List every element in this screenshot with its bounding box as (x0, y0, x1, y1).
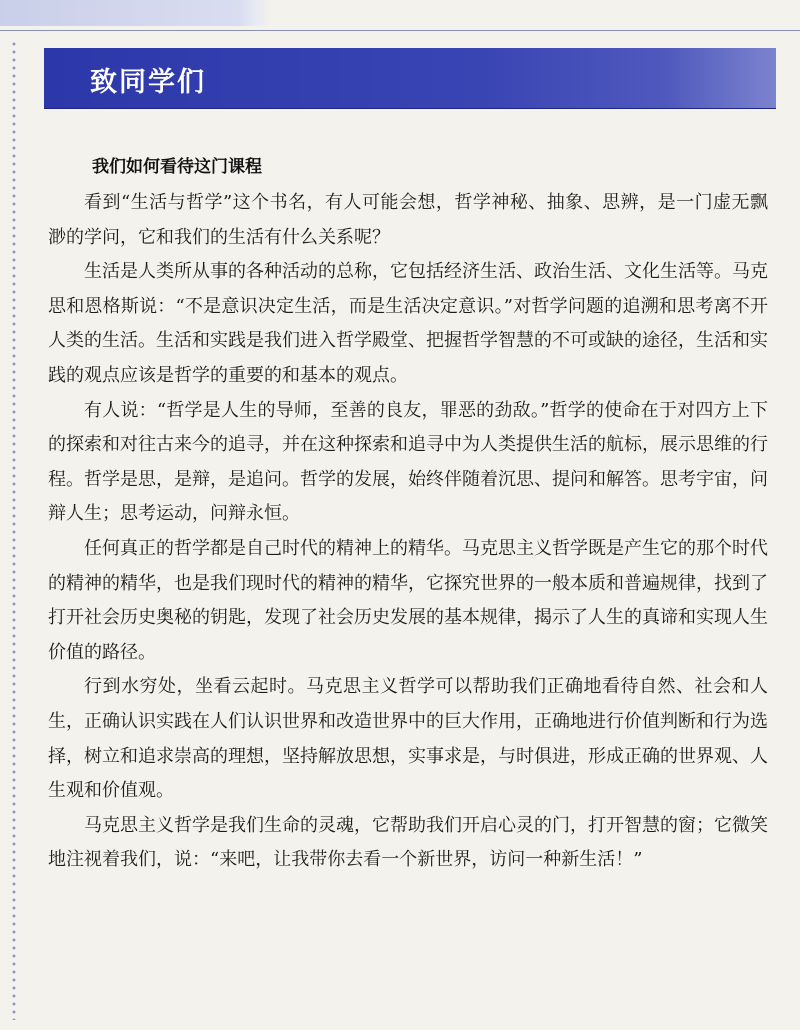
paragraph: 看到“生活与哲学”这个书名，有人可能会想，哲学神秘、抽象、思辨，是一门虚无飘渺的学问，它和我们的生活有什么关系呢？ (48, 192, 768, 248)
paragraph: 有人说：“哲学是人生的导师，至善的良友，罪恶的劲敌。”哲学的使命在于对四方上下的探索和对往古来今的追寻，并在这种探索和追寻中为人类提供生活的航标，展示思维的行程。哲学是思，是辩，是追问。哲学的发展，始终伴随着沉思、提问和解答。思考宇宙，问辩人生；思考运动，问辩永恒。 (48, 399, 768, 525)
paragraph: 生活是人类所从事的各种活动的总称，它包括经济生活、政治生活、文化生活等。马克思和恩格斯说：“不是意识决定生活，而是生活决定意识。”对哲学问题的追溯和思考离不开人类的生活。生活和实践是我们进入哲学殿堂、把握哲学智慧的不可或缺的途径，生活和实践的观点应该是哲学的重要的和基本的观点。 (48, 261, 768, 386)
dotted-margin-border (12, 40, 16, 1020)
paragraph: 任何真正的哲学都是自己时代的精神上的精华。马克思主义哲学既是产生它的那个时代的精神的精华，也是我们现时代的精神的精华，它探究世界的一般本质和普遍规律，找到了打开社会历史奥秘的钥匙，发现了社会历史发展的基本规律，揭示了人生的真谛和实现人生价值的路径。 (48, 537, 768, 663)
paragraph: 马克思主义哲学是我们生命的灵魂，它帮助我们开启心灵的门，打开智慧的窗；它微笑地注视着我们，说：“来吧，让我带你去看一个新世界，访问一种新生活！” (48, 814, 768, 871)
top-divider (0, 30, 800, 31)
top-decorative-band (0, 0, 800, 26)
body-text (48, 186, 768, 878)
page-title: 致同学们 (90, 67, 206, 98)
section-heading: 我们如何看待这门课程 (92, 157, 262, 177)
paragraph: 行到水穷处，坐看云起时。马克思主义哲学可以帮助我们正确地看待自然、社会和人生，正确认识实践在人们认识世界和改造世界中的巨大作用，正确地进行价值判断和行为选择，树立和追求崇高的理想，坚持解放思想，实事求是，与时俱进，形成正确的世界观、人生观和价值观。 (48, 676, 768, 802)
